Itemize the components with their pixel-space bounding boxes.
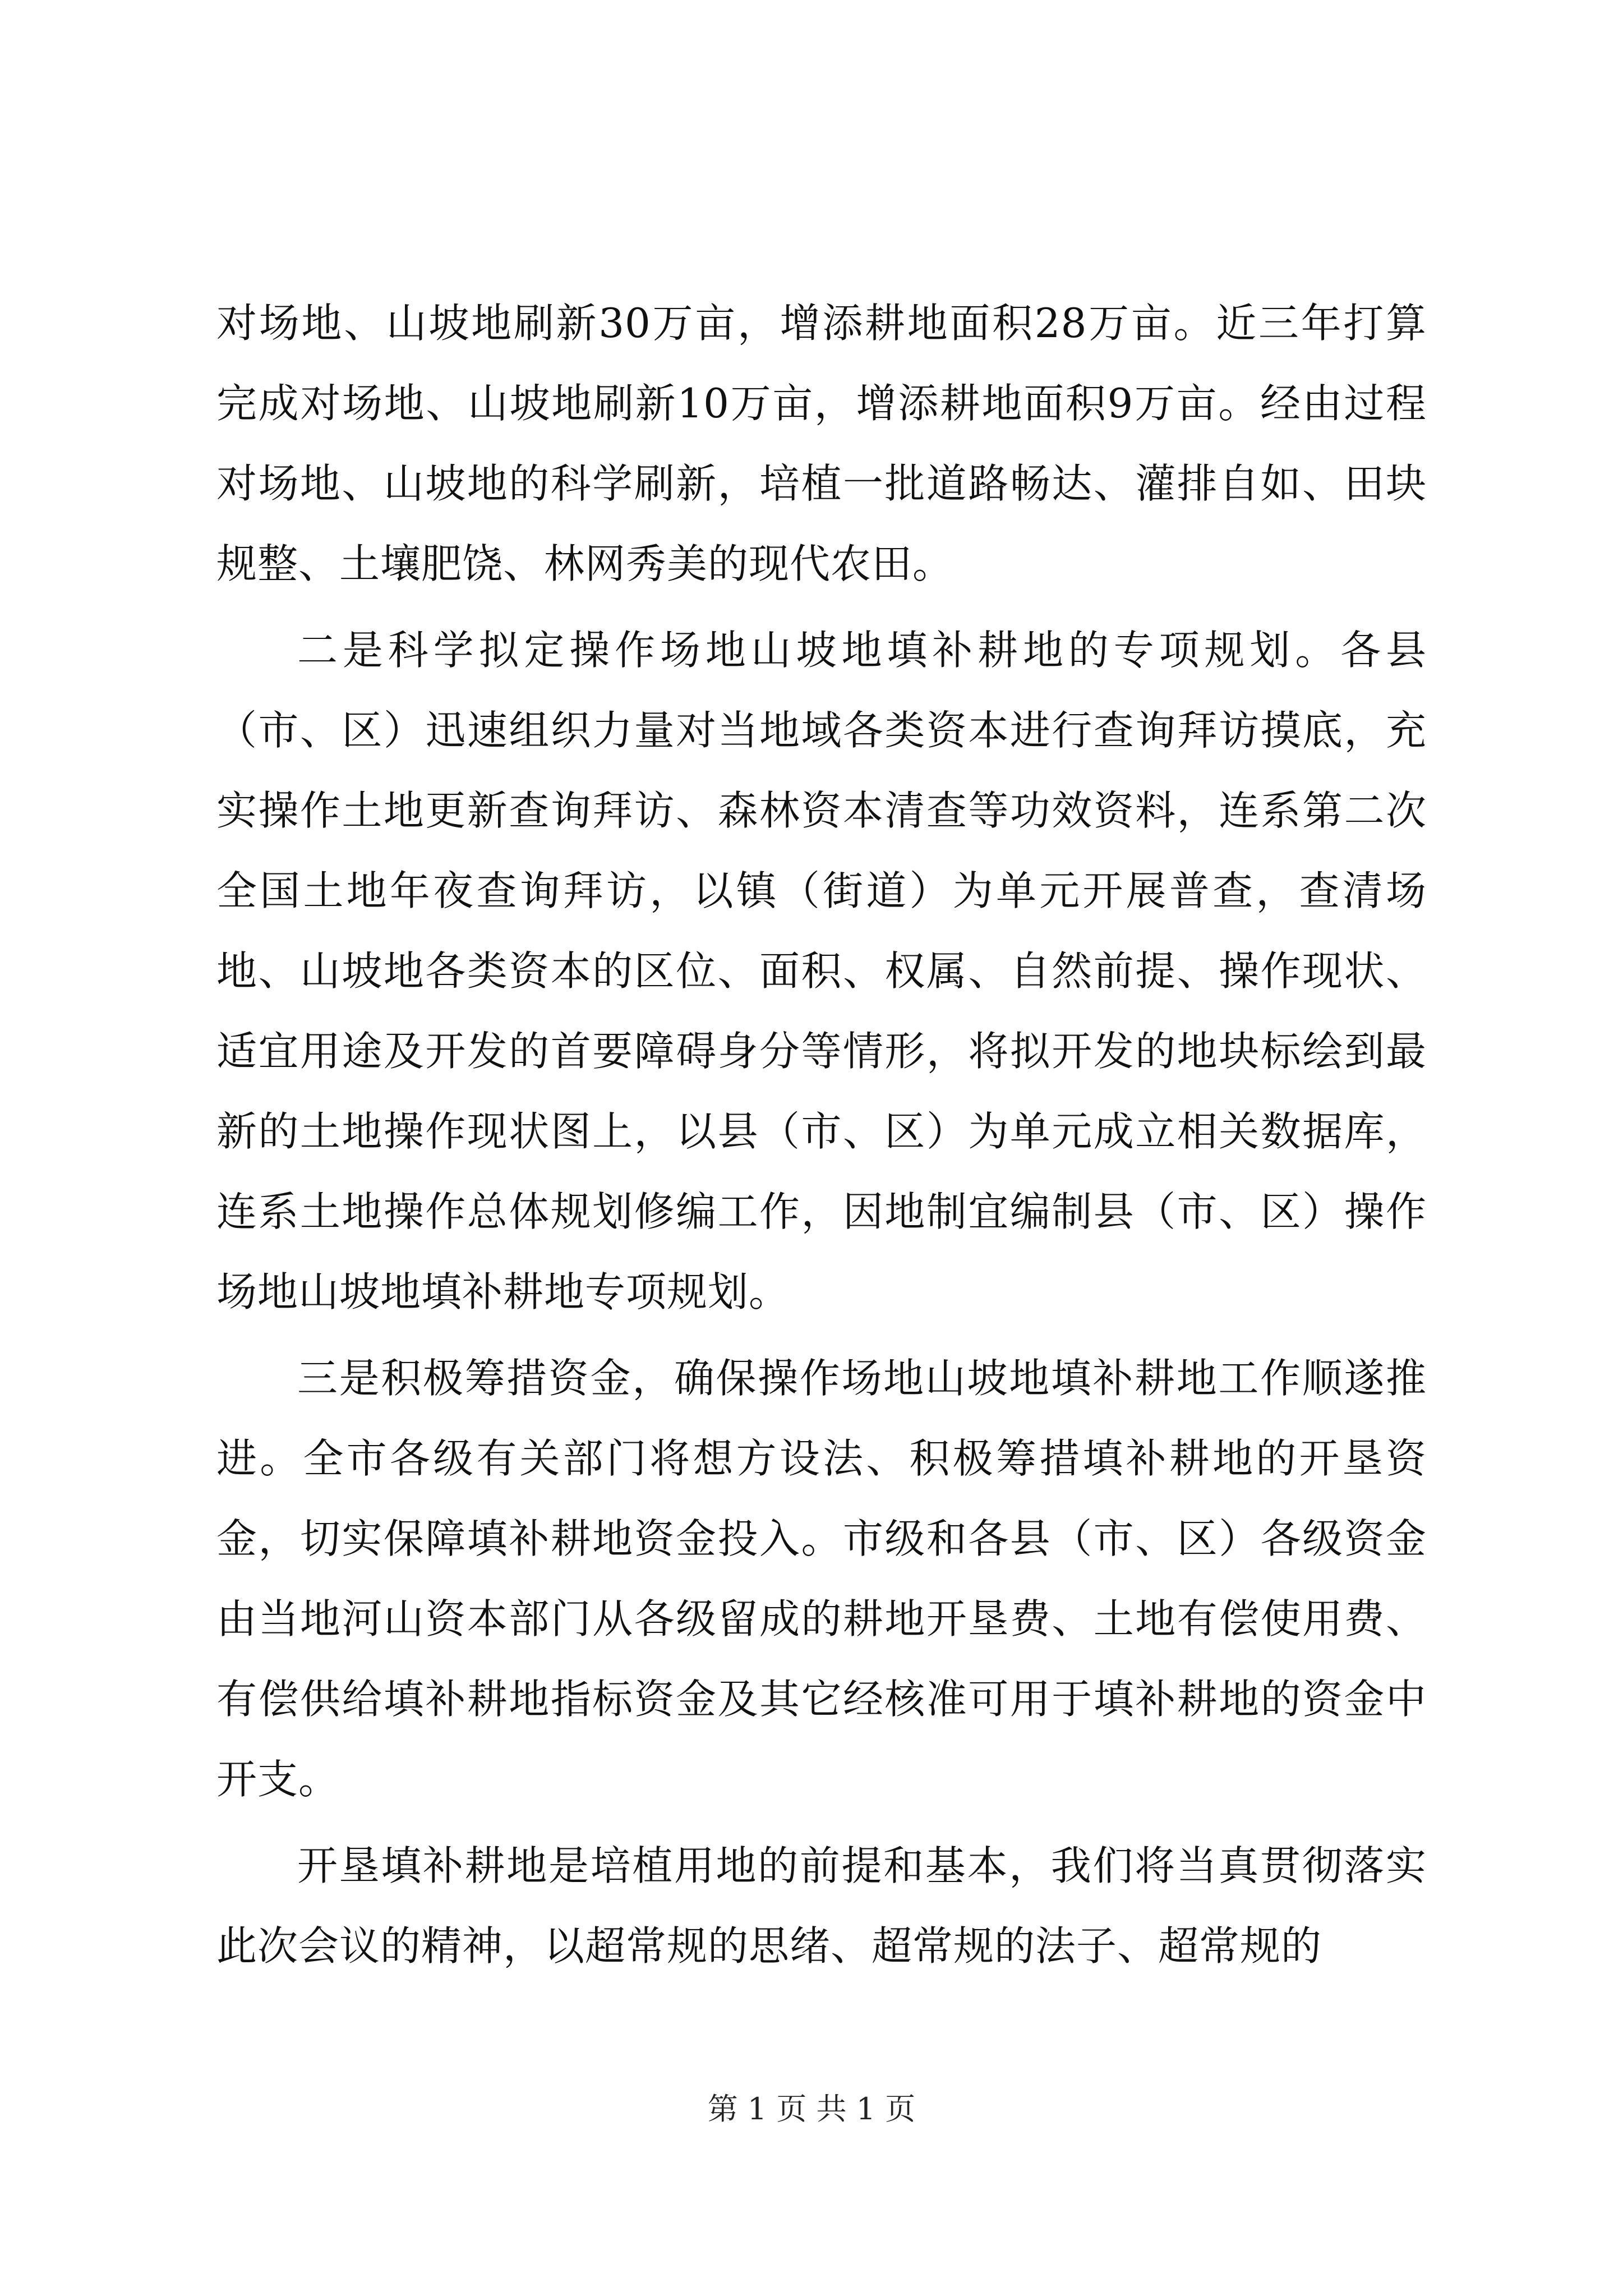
- paragraph-3: 三是积极筹措资金，确保操作场地山坡地填补耕地工作顺遂推进。全市各级有关部门将想方设法、积极筹措填补耕地的开垦资金，切实保障填补耕地资金投入。市级和各县（市、区）各级资金由当地河山资本部门从各级留成的耕地开垦费、土地有偿使用费、有偿供给填补耕地指标资金及其它经核准可用于填补耕地的资金中开支。: [216, 1355, 1427, 1803]
- paragraph-4: 开垦填补耕地是培植用地的前提和基本，我们将当真贯彻落实此次会议的精神，以超常规的思绪、超常规的法子、超常规的: [216, 1842, 1427, 1970]
- document-body: [216, 283, 1427, 1986]
- page-footer: 第 1 页 共 1 页: [707, 2091, 916, 2127]
- paragraph-1: 对场地、山坡地刷新30万亩，增添耕地面积28万亩。近三年打算完成对场地、山坡地刷新10万亩，增添耕地面积9万亩。经由过程对场地、山坡地的科学刷新，培植一批道路畅达、灌排自如、田块规整、土壤肥饶、林网秀美的现代农田。: [216, 300, 1427, 587]
- paragraph-2: 二是科学拟定操作场地山坡地填补耕地的专项规划。各县（市、区）迅速组织力量对当地域各类资本进行查询拜访摸底，充实操作土地更新查询拜访、森林资本清查等功效资料，连系第二次全国土地年夜查询拜访，以镇（街道）为单元开展普查，查清场地、山坡地各类资本的区位、面积、权属、自然前提、操作现状、适宜用途及开发的首要障碍身分等情形，将拟开发的地块标绘到最新的土地操作现状图上，以县（市、区）为单元成立相关数据库，连系土地操作总体规划修编工作，因地制宜编制县（市、区）操作场地山坡地填补耕地专项规划。: [216, 627, 1427, 1315]
